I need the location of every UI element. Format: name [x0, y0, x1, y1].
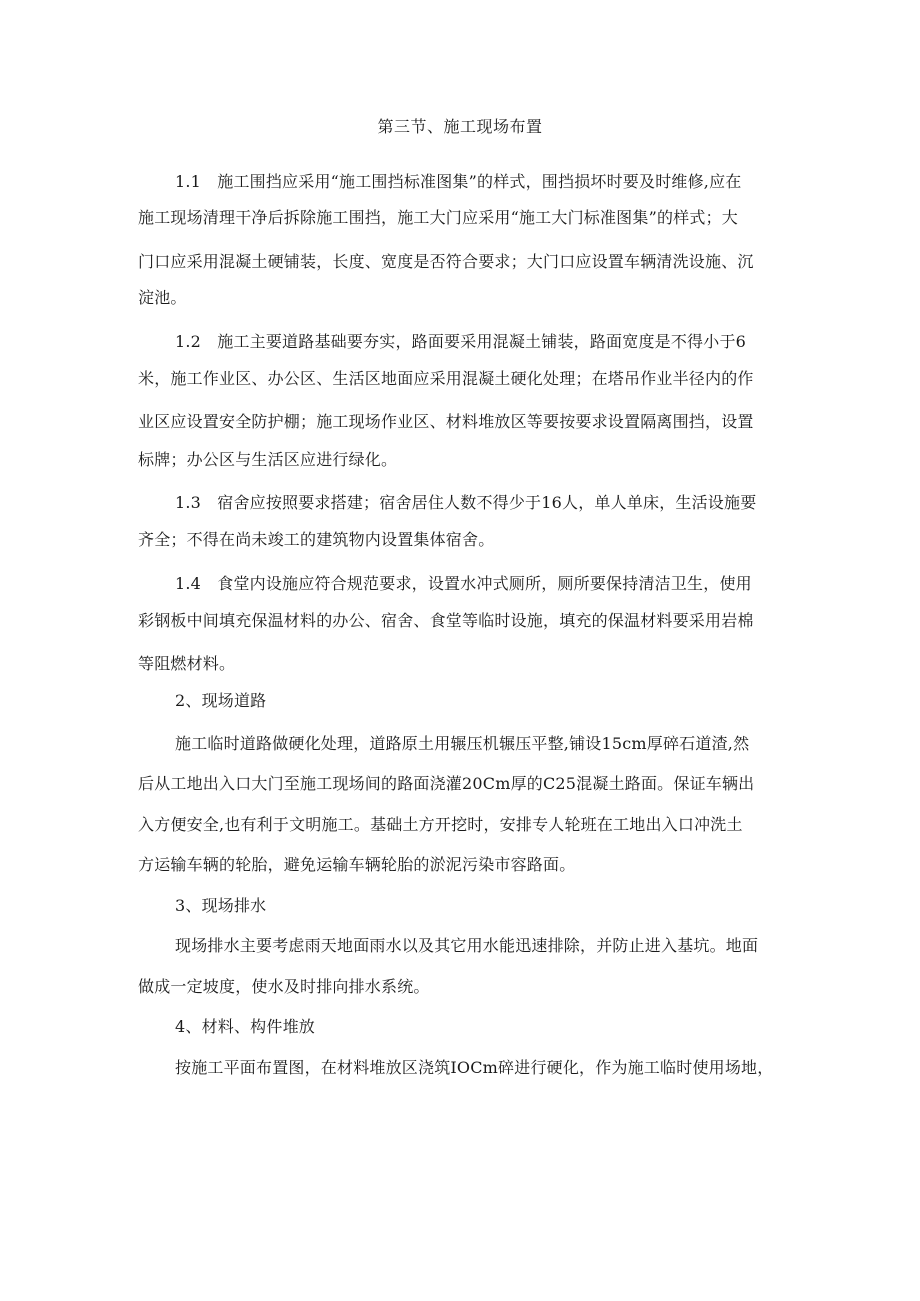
para-1-line-4: 淀池。	[138, 288, 187, 307]
para-2-line-3: 业区应设置安全防护棚；施工现场作业区、材料堆放区等要按要求设置隔离围挡，设置	[138, 412, 754, 431]
heading-3: 3、现场排水	[175, 896, 267, 915]
para-7-line-1: 按施工平面布置图，在材料堆放区浇筑IOCm碎进行硬化，作为施工临时使用场地，	[175, 1058, 774, 1077]
para-5-line-1: 施工临时道路做硬化处理，道路原土用辗压机辗压平整,铺设15cm厚碎石道渣,然	[175, 734, 750, 753]
para-6-line-2: 做成一定坡度，使水及时排向排水系统。	[138, 977, 430, 996]
para-1-line-3: 门口应采用混凝土硬铺装，长度、宽度是否符合要求；大门口应设置车辆清洗设施、沉	[138, 252, 754, 271]
para-4-line-1: 1.4 食堂内设施应符合规范要求，设置水冲式厕所，厕所要保持清洁卫生，使用	[175, 574, 752, 593]
para-4-line-2: 彩钢板中间填充保温材料的办公、宿舍、食堂等临时设施，填充的保温材料要采用岩棉	[138, 611, 754, 630]
para-4-line-3: 等阻燃材料。	[138, 654, 236, 673]
para-2-line-2: 米，施工作业区、办公区、生活区地面应采用混凝土硬化处理；在塔吊作业半径内的作	[138, 369, 754, 388]
para-5-line-4: 方运输车辆的轮胎，避免运输车辆轮胎的淤泥污染市容路面。	[138, 855, 576, 874]
para-5-line-2: 后从工地出入口大门至施工现场间的路面浇灌20Cm厚的C25混凝土路面。保证车辆出	[138, 774, 755, 793]
para-6-line-1: 现场排水主要考虑雨天地面雨水以及其它用水能迅速排除，并防止进入基坑。地面	[175, 936, 759, 955]
heading-4: 4、材料、构件堆放	[175, 1017, 315, 1036]
para-1-line-2: 施工现场清理干净后拆除施工围挡，施工大门应采用“施工大门标准图集”的样式；大	[138, 208, 738, 227]
para-5-line-3: 入方便安全,也有利于文明施工。基础土方开挖时，安排专人轮班在工地出入口冲洗土	[138, 815, 743, 834]
para-1-line-1: 1.1 施工围挡应采用“施工围挡标准图集”的样式，围挡损坏时要及时维修,应在	[175, 172, 742, 191]
para-2-line-1: 1.2 施工主要道路基础要夯实，路面要采用混凝土铺装，路面宽度是不得小于6	[175, 332, 747, 351]
heading-2: 2、现场道路	[175, 691, 267, 710]
para-3-line-2: 齐全；不得在尚未竣工的建筑物内设置集体宿舍。	[138, 530, 495, 549]
para-2-line-4: 标牌；办公区与生活区应进行绿化。	[138, 450, 398, 469]
section-title: 第三节、施工现场布置	[377, 117, 543, 136]
para-3-line-1: 1.3 宿舍应按照要求搭建；宿舍居住人数不得少于16人，单人单床，生活设施要	[175, 493, 757, 512]
